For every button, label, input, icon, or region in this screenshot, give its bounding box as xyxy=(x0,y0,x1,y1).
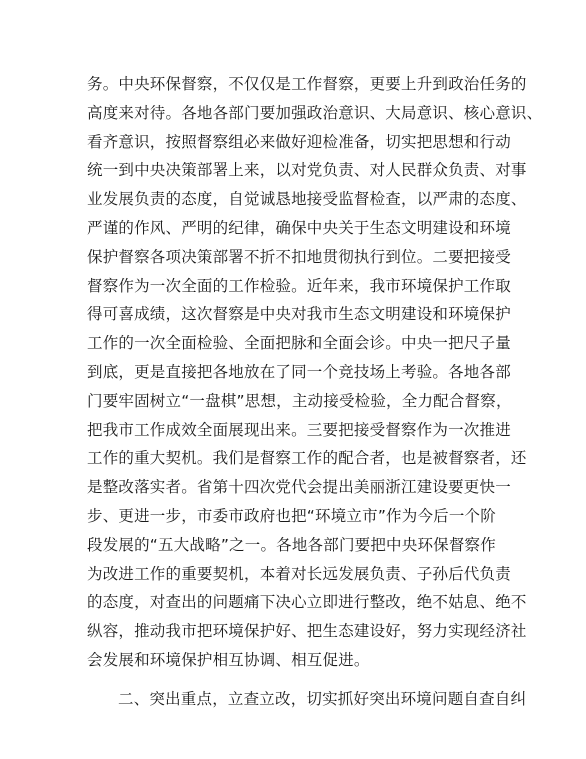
body-line: 工作的重大契机。我们是督察工作的配合者，也是被督察者，还 xyxy=(87,449,527,468)
body-line: 看齐意识，按照督察组必来做好迎检准备，切实把思想和行动 xyxy=(87,132,511,151)
body-line: 保护督察各项决策部署不折不扣地贯彻执行到位。二要把接受 xyxy=(87,247,511,266)
body-line: 得可喜成绩，这次督察是中央对我市生态文明建设和环境保护 xyxy=(87,305,511,324)
body-line: 门要牢固树立“一盘棋”思想，主动接受检验，全力配合督察， xyxy=(87,391,512,410)
body-line: 工作的一次全面检验、全面把脉和全面会诊。中央一把尺子量 xyxy=(87,334,511,353)
body-line: 到底，更是直接把各地放在了同一个竞技场上考验。各地各部 xyxy=(87,362,511,381)
body-line: 是整改落实者。省第十四次党代会提出美丽浙江建设要更快一 xyxy=(87,478,511,497)
body-line: 会发展和环境保护相互协调、相互促进。 xyxy=(87,650,370,669)
section-heading: 二、突出重点，立查立改，切实抓好突出环境问题自查自纠 xyxy=(118,689,527,708)
body-line: 为改进工作的重要契机，本着对长远发展负责、子孙后代负责 xyxy=(87,564,511,583)
body-line: 统一到中央决策部署上来，以对党负责、对人民群众负责、对事 xyxy=(87,161,527,180)
body-line: 的态度，对查出的问题痛下决心立即进行整改，绝不姑息、绝不 xyxy=(87,593,527,612)
body-line: 段发展的“五大战略”之一。各地各部门要把中央环保督察作 xyxy=(87,535,496,554)
body-line: 务。中央环保督察，不仅仅是工作督察，更要上升到政治任务的 xyxy=(87,75,527,93)
body-line: 业发展负责的态度，自觉诚恳地接受监督检查，以严肃的态度、 xyxy=(87,190,527,209)
body-line: 步、更进一步，市委市政府也把“环境立市”作为今后一个阶 xyxy=(87,506,496,525)
body-line: 高度来对待。各地各部门要加强政治意识、大局意识、核心意识、 xyxy=(87,103,543,122)
body-line: 督察作为一次全面的工作检验。近年来，我市环境保护工作取 xyxy=(87,276,511,295)
body-line: 严谨的作风、严明的纪律，确保中央关于生态文明建设和环境 xyxy=(87,218,511,237)
document-body xyxy=(87,70,543,714)
body-line: 纵容，推动我市把环境保护好、把生态建设好，努力实现经济社 xyxy=(87,622,527,641)
body-line: 把我市工作成效全面展现出来。三要把接受督察作为一次推进 xyxy=(87,420,511,439)
